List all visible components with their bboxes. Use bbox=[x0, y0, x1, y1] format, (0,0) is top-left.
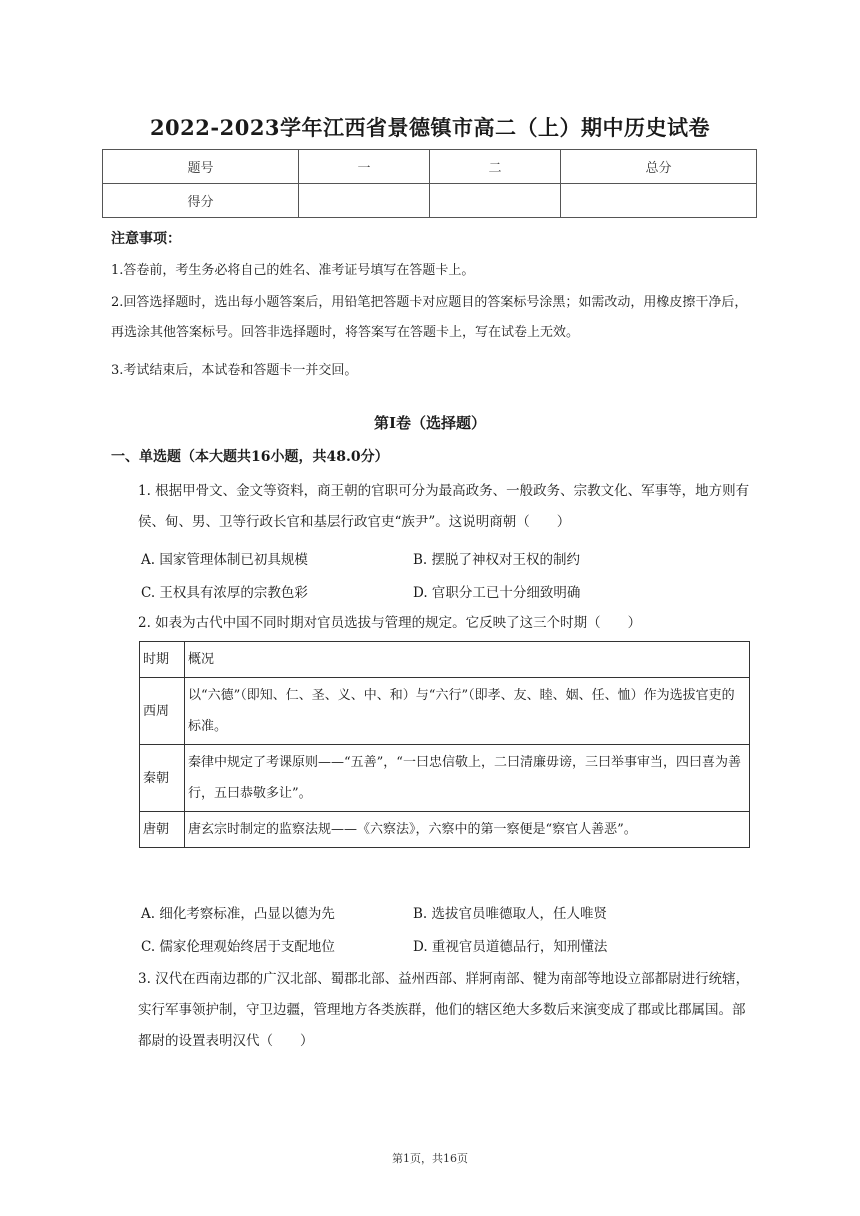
question-stem: 1. 根据甲骨文、金文等资料，商王朝的官职可分为最高政务、一般政务、宗教文化、军事等，地方则有侯、甸、男、卫等行政长官和基层行政官吏“族尹”。这说明商朝（ ） bbox=[138, 483, 750, 530]
notice-title: 注意事项： bbox=[111, 231, 181, 247]
option-c: C. 儒家伦理观始终居于支配地位 bbox=[141, 939, 335, 955]
score-header-cell: 一 bbox=[299, 150, 430, 184]
history-era-cell: 秦朝 bbox=[140, 745, 185, 812]
history-desc-cell: 唐玄宗时制定的监察法规——《六察法》，六察中的第一察便是“察官人善恶”。 bbox=[185, 812, 750, 848]
score-header-cell: 二 bbox=[430, 150, 561, 184]
option-d: D. 重视官员道德品行，知刑懂法 bbox=[413, 939, 608, 955]
notice-item: 2.回答选择题时，选出每小题答案后，用铅笔把答题卡对应题目的答案标号涂黑；如需改动，用橡皮擦干净后，再选涂其他答案标号。回答非选择题时，将答案写在答题卡上，写在试卷上无效。 bbox=[111, 295, 748, 340]
option-b: B. 摆脱了神权对王权的制约 bbox=[413, 552, 581, 568]
history-desc-cell: 秦律中规定了考课原则——“五善”，“一曰忠信敬上，二曰清廉毋谤，三曰举事审当，四曰喜为善行，五曰恭敬多让”。 bbox=[185, 745, 750, 812]
option-b: B. 选拔官员唯德取人，任人唯贤 bbox=[413, 906, 608, 922]
history-desc-cell: 以“六德”（即知、仁、圣、义、中、和）与“六行”（即孝、友、睦、姻、任、恤）作为选拔官吏的标准。 bbox=[185, 678, 750, 745]
score-header-cell: 总分 bbox=[561, 150, 757, 184]
option-d: D. 官职分工已十分细致明确 bbox=[413, 585, 581, 601]
score-header-cell: 题号 bbox=[103, 150, 299, 184]
score-cell bbox=[561, 184, 757, 218]
history-header-cell: 时期 bbox=[140, 642, 185, 678]
part-title: 一、单选题（本大题共16小题，共48.0分） bbox=[111, 449, 389, 465]
score-table-row bbox=[103, 184, 757, 218]
history-header-cell: 概况 bbox=[185, 642, 750, 678]
score-table bbox=[102, 149, 757, 218]
history-table-row bbox=[140, 678, 750, 745]
score-row-label: 得分 bbox=[103, 184, 299, 218]
notice-item: 1.答卷前，考生务必将自己的姓名、准考证号填写在答题卡上。 bbox=[111, 263, 475, 278]
exam-title: 2022-2023学年江西省景德镇市高二（上）期中历史试卷 bbox=[149, 115, 711, 140]
question-stem: 3. 汉代在西南边郡的广汉北部、蜀郡北部、益州西部、牂牁南部、犍为南部等地设立部都尉进行统辖，实行军事领护制，守卫边疆，管理地方各类族群，他们的辖区绝大多数后来演变成了郡或比郡属国。部都尉的设置表明汉代（ ） bbox=[138, 971, 750, 1049]
section-title: 第Ⅰ卷（选择题） bbox=[373, 414, 487, 432]
option-c: C. 王权具有浓厚的宗教色彩 bbox=[141, 585, 308, 601]
history-table bbox=[139, 641, 750, 848]
history-table-row bbox=[140, 745, 750, 812]
option-a: A. 国家管理体制已初具规模 bbox=[141, 552, 308, 568]
question-stem: 2. 如表为古代中国不同时期对官员选拔与管理的规定。它反映了这三个时期（ ） bbox=[138, 615, 642, 631]
history-table-header-row bbox=[140, 642, 750, 678]
history-table-row bbox=[140, 812, 750, 848]
score-cell bbox=[430, 184, 561, 218]
notice-item: 3.考试结束后，本试卷和答题卡一并交回。 bbox=[111, 363, 358, 378]
history-era-cell: 西周 bbox=[140, 678, 185, 745]
page-footer: 第1页，共16页 bbox=[392, 1152, 468, 1165]
history-era-cell: 唐朝 bbox=[140, 812, 185, 848]
score-cell bbox=[299, 184, 430, 218]
option-a: A. 细化考察标准，凸显以德为先 bbox=[141, 906, 335, 922]
score-table-header-row bbox=[103, 150, 757, 184]
